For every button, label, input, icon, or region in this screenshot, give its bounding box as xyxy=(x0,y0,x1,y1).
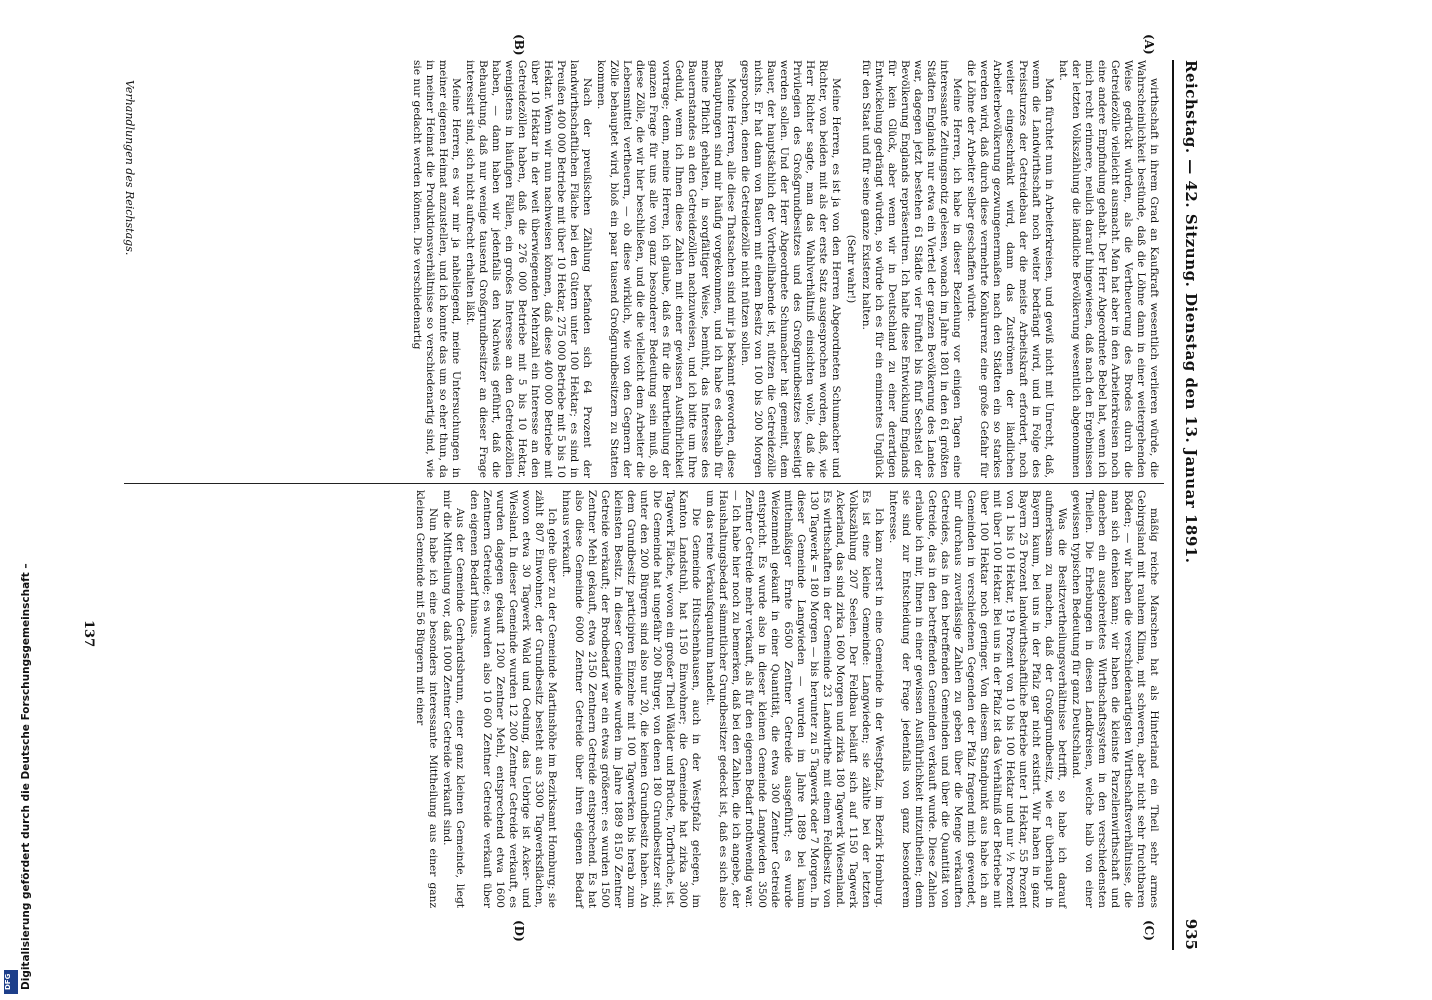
paragraph: Meine Herren, alle diese Thatsachen sind mir ja bekannt geworden, diese Behauptungen sind mir häufig vorgekommen, und ich habe es deshalb für meine Pflicht gehalten, in sorgfältiger Weise, bemüht, das Interesse des Bauernstandes an den Getreidezöllen nachzuweisen, und ich bitte um Ihre Geduld, wenn ich Ihnen diese Zahlen mit einer gewissen Ausführlichkeit vortrage; denn, meine Herren, ich glaube, daß es für die Beurtheilung der ganzen Frage für uns alle von ganz besonderer Bedeutung sein muß, ob diese Zölle, die wir hier beschließen, und die die vielleicht dem Arbeiter die Lebensmittel vertheuern, — ob diese wirklich, wie von den Gegnern der Zölle behauptet wird, bloß ein paar tausend Großgrundbesitzern zu Statten kommen. xyxy=(595,60,737,478)
paragraph: Meine Herren, es ist ja von den Herren Abgeordneten Schumacher und Richter, von beiden mit als der erste Satz ausgesprochen worden, daß, wie Herr Richter sagte, man das Wahlverhältniß einsichten wolle, daß die Privilegien des Großgrundbesitzes und des Großgrundbesitzes beseitigt werden sollen. Und der Herr Abgeordnete Schumacher hat gemeint, dem Bauer, der hauptsächlich der Vortheilhabende ist, nützen die Getreidezölle nichts. Er hat dann von Bauern mit einem Besitz von 100 bis 200 Morgen gesprochen, denen die Getreidezölle nicht nützen sollen. xyxy=(739,60,842,478)
footer-publication: Verhandlungen des Reichstags. xyxy=(123,80,136,256)
paragraph: Man fürchtet nun in Arbeiterkreisen, und gewiß nicht mit Unrecht, daß, wenn die Landwirthschaft noch weiter bedrängt wird, und in Folge des Preissturzes der Getreidebau der die meiste Arbeitskraft erfordert, noch weiter eingeschränkt wird, dann das Zuströmen der ländlichen Arbeiterbevölkerung gezwungenermaßen nach den Städten ein so starkes werden wird, daß durch diese vermehrte Konkurrenz eine große Gefahr für die Löhne der Arbeiter selber geschaffen würde. xyxy=(965,60,1055,478)
paragraph: Nach der preußischen Zählung befanden sich 64 Prozent der landwirthschaftlichen Fläche bei den Gütern unter 100 Hektar; es sind in Preußen 400 000 Betriebe mit über 10 Hektar, 275 000 Betriebe mit 5 bis 10 Hektar. Wenn wir nun nachweisen können, daß diese 400 000 Betriebe mit über 10 Hektar in der weit überwiegenden Mehrzahl ein Interesse an den Getreidezöllen haben, daß die 276 000 Betriebe mit 5 bis 10 Hektar, wenigstens in häufigen Fällen, ein großes Interesse an den Getreidezöllen haben, — dann haben wir jedenfalls den Nachweis geführt, daß die Behauptung, daß nur wenige tausend Großgrundbesitzer an dieser Frage interessirt sind, sich nicht aufrecht erhalten läßt. xyxy=(464,60,593,478)
paragraph: Was die Besitzvertheilungsverhältnisse betrifft, so habe ich darauf aufmerksam zu machen, daß der Großgrundbesitz, wie er überhaupt in Bayern kaum, bei uns in der Pfalz gar nicht existirt. Wir haben in ganz Bayern 25 Prozent landwirthschaftliche Betriebe unter 1 Hektar, 55 Prozent von 1 bis 10 Hektar, 19 Prozent von 10 bis 100 Hektar und nur ½ Prozent mit über 100 Hektar. Bei uns in der Pfalz ist das Verhältniß der Betriebe mit über 100 Hektar noch geringer. Von diesem Standpunkt aus habe ich an Gemeinden in verschiedenen Gegenden der Pfalz fragend mich gewendet, mir durchaus zuverlässige Zahlen zu geben über die Menge verkauften Getreides, das in den betreffenden Gemeinden und über die Quantität von Getreide, das in den betreffenden Gemeinden verkauft wurde. Diese Zahlen erlaube ich mir, Ihnen in einer gewissen Ausführlichkeit mitzutheilen; denn sie sind zur Entscheidung der Frage jedenfalls von ganz besonderem Interesse. xyxy=(887,490,1068,908)
page-number: 935 xyxy=(1182,918,1200,950)
paragraph: Die Gemeinde Hütschenhausen, auch in der Westpfalz gelegen, im Kanton Landstuhl, hat 1150 Einwohner; die Gemeinde hat zirka 3000 Tagwerk Fläche, wovon ein großer Theil Wälder und Brüche, Torfbrüche, ist. Die Gemeinde hat ungefähr 200 Bürger, von denen 180 Grundbesitzer sind; unter den 200 Bürgern sind also nur 20, die keinen Grundbesitz haben. An dem Grundbesitz participiren Einzelne mit 100 Tagwerken bis herab zum kleinsten Besitz. In dieser Gemeinde wurden im Jahre 1889 8150 Zentner Getreide verkauft; der Brodbedarf war ein etwas größerer: es wurden 1500 Zentner Mehl gekauft, etwa 2150 Zentnern Getreide entsprechend. Es hat also diese Gemeinde 6000 Zentner Getreide über ihren eigenen Bedarf hinaus verkauft. xyxy=(560,490,702,908)
paragraph: wirthschaft in ihrem Grad an Kaufkraft wesentlich verlieren würde, die Wahrscheinlichkeit bestünde, daß die Löhne dann in einer weitergehenden Weise gedrückt würden, als die Vertheuerung des Brodes durch die Getreidezölle vielleicht ausmacht. Man hat aber in den Arbeiterkreisen noch eine andere Empfindung gehabt. Der Herr Abgeordnete Bebel hat, wenn ich mich recht erinnere, neulich darauf hingewiesen, daß nach den Ergebnissen der letzten Volkszählung die ländliche Bevölkerung wesentlich abgenommen hat. xyxy=(1057,60,1160,478)
margin-marker-b: (B) xyxy=(512,34,526,56)
paragraph: Ich kam zuerst in eine Gemeinde in der Westpfalz, im Bezirk Homburg. Es ist eine kleine Gemeinde: Langwieden; sie zählte bei der letzten Volkszählung 207 Seelen. Der Feldbau beläuft sich auf 1150 Tagwerk Ackerland, das sind zirka 1600 Morgen und zirka 180 Tagwerk Wiesenland. Es wirthschaften in der Gemeinde 23 Landwirthe mit einem Feldbesitz von 130 Tagwerk = 180 Morgen — bis herunter zu 5 Tagwerk oder 7 Morgen. In dieser Gemeinde Langwieden — wurden im Jahre 1889 bei kaum mittelmäßiger Ernte 6500 Zentner Getreide ausgeführt; es wurde Weizenmehl gekauft in einer Quantität, die etwa 300 Zentner Getreide entspricht. Es wurde also in dieser kleinen Gemeinde Langwieden 3500 Zentner Getreide mehr verkauft, als für den eigenen Bedarf nothwendig war. — Ich habe hier noch zu bemerken, daß bei den Zahlen, die ich angebe, der Haushaltungsbedarf sämmtlicher Grundbesitzer gedeckt ist, daß es sich also um das reine Verkaufsquantum handelt. xyxy=(704,490,885,908)
digitization-credit xyxy=(0,0,40,1000)
margin-marker-a: (A) xyxy=(1142,34,1156,55)
footer-sheet-number: 137 xyxy=(81,620,96,648)
right-column xyxy=(412,490,1160,908)
left-column xyxy=(409,60,1160,478)
paragraph: mäßig reiche Marschen hat als Hinterland ein Theil sehr armes Gebirgsland mit rauhem Klima, mit schweren, aber nicht sehr fruchtbaren Böden; — wir haben die verschiedenartigsten Wirthschaftsverhältnisse, die man sich denken kann; wir haben die kleinste Parzellenwirthschaft und daneben ein ausgebreitetes Wirthschaftssystem in den verschiedensten Theilen. Die Erhebungen in diesen Landkreisen, welche halb von einer gewissen typischen Bedeutung für ganz Deutschland. xyxy=(1070,490,1160,908)
paragraph: Meine Herren, es war mir ja naheliegend, meine Untersuchungen in meiner eigenen Heimat anzustellen, und ich konnte das um so eher thun, da in meiner Heimat die Produktionsverhältnisse so verschiedenartig sind, wie sie nur gedacht werden können. Die verschiedenartig xyxy=(411,60,462,478)
credit-text: Digitalisierung gefördert durch die Deutsche Forschungsgemeinschaft – xyxy=(20,563,32,990)
scanned-page xyxy=(0,20,1216,980)
interjection: (Sehr wahr!) xyxy=(845,234,857,304)
column-divider xyxy=(124,483,1164,484)
paragraph: Ich gehe über zu der Gemeinde Martinshöhe im Bezirksamt Homburg; sie zählt 807 Einwohner, der Grundbesitz besteht aus 3300 Tagwerksflächen, wovon etwa 30 Tagwerk Wald und Oedung, das Uebrige ist Acker- und Wiesland. In dieser Gemeinde wurden 12 200 Zentner Getreide verkauft, es wurden dagegen gekauft 1200 Zentner Mehl, entsprechend etwa 1600 Zentnern Getreide; es wurden also 10 600 Zentner Getreide verkauft über den eigenen Bedarf hinaus. xyxy=(468,490,558,908)
margin-marker-c: (C) xyxy=(1142,920,1156,941)
paragraph: Nun habe ich eine besonders interessante Mittheilung aus einer ganz kleinen Gemeinde mit 56 Bürgern mit einer xyxy=(414,490,439,908)
page-header xyxy=(1172,60,1204,950)
paragraph: Meine Herren, ich habe in dieser Beziehung vor einigen Tagen eine interessante Zeitungsnotiz gelesen, wonach im Jahre 1801 in den 61 größten Städten Englands nur etwa ein Viertel der ganzen Bevölkerung des Landes war, dagegen jetzt bestehen 61 Städte vier Fünftel bis fünf Sechstel der Bevölkerung Englands repräsentiren. Ich halte diese Entwicklung Englands für kein Glück, aber wenn wir in Deutschland zu einer derartigen Entwickelung gedrängt würden, so würde ich es für ein eminentes Unglück für den Staat und für seine ganze Existenz halten. xyxy=(860,60,963,478)
header-title: Reichstag. — 42. Sitzung. Dienstag den 13. Januar 1891. xyxy=(1182,60,1200,564)
paragraph: Aus der Gemeinde Gerhardsbrunn, einer ganz kleinen Gemeinde, liegt mir die Mittheilung vor, daß 1000 Zentner Getreide verkauft sind. xyxy=(441,490,466,908)
margin-marker-d: (D) xyxy=(512,920,526,942)
dfg-logo: DFG xyxy=(4,970,18,994)
